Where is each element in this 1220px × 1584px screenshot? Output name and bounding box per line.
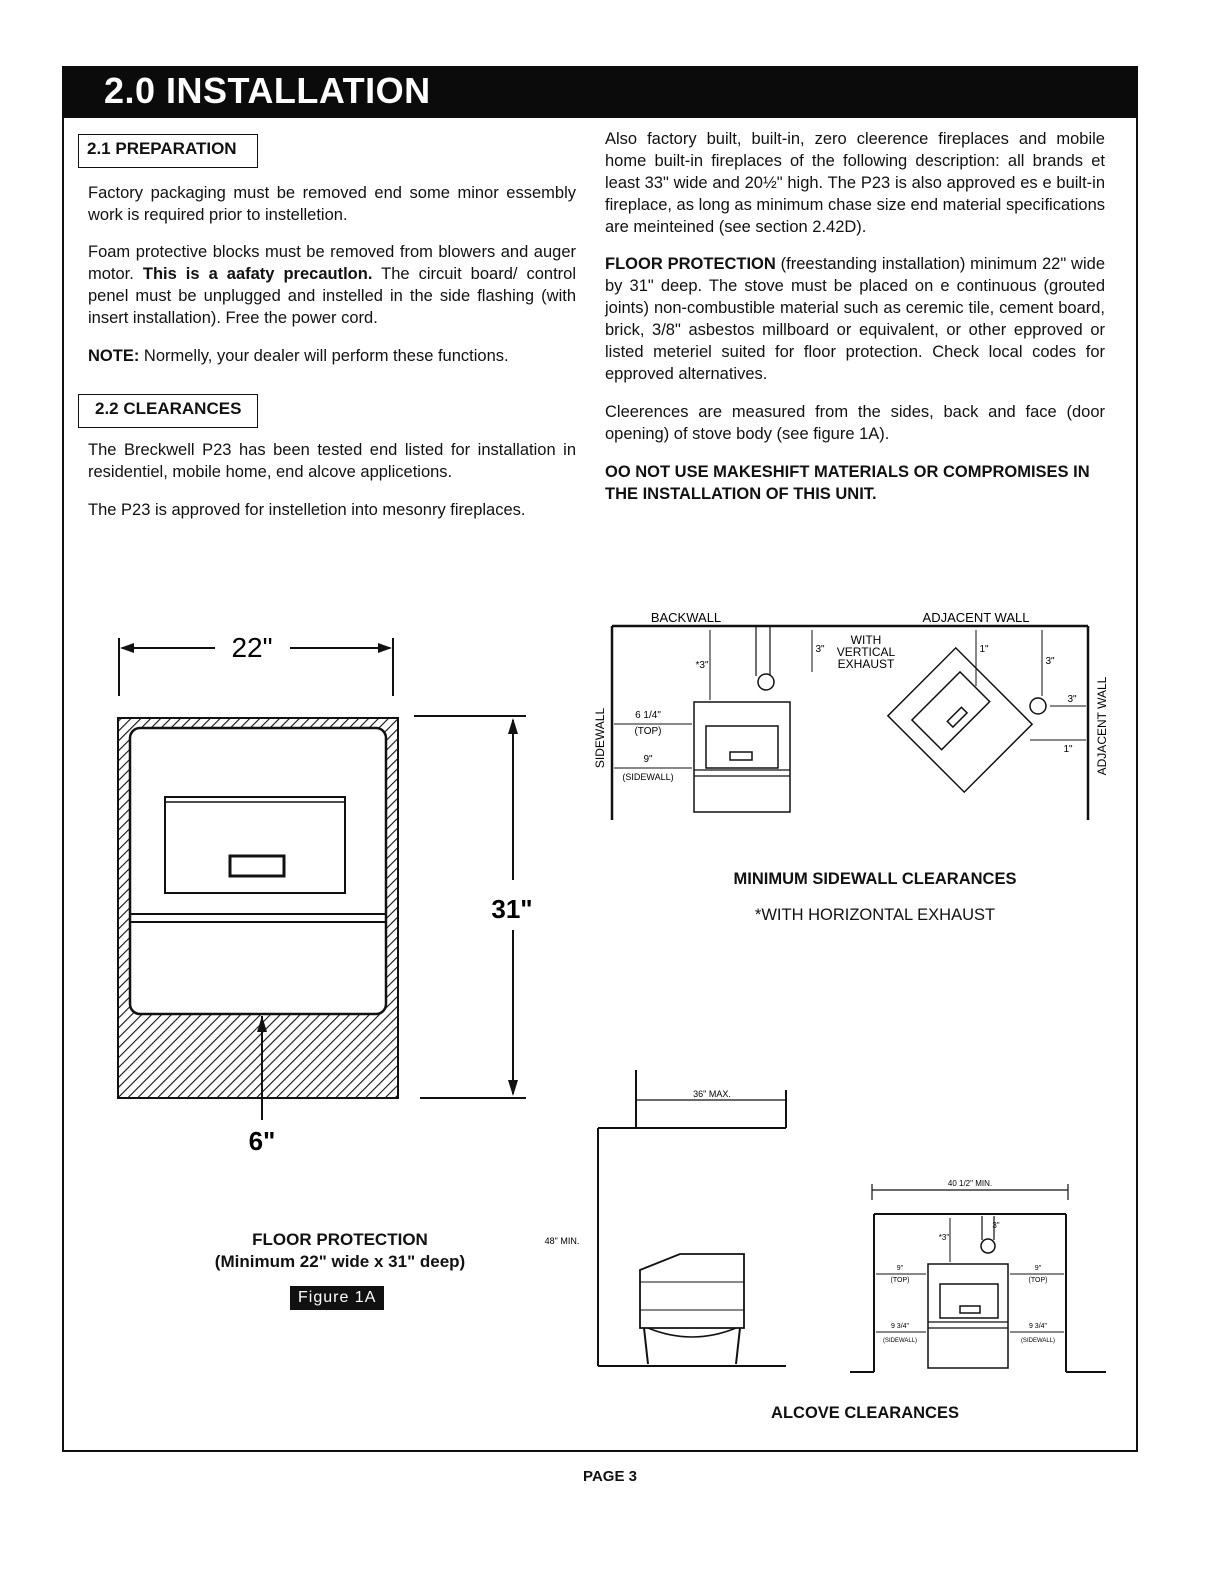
alcove-left-top-tag: (TOP) bbox=[890, 1277, 910, 1284]
note-label: NOTE: bbox=[88, 347, 140, 365]
page-number: PAGE 3 bbox=[583, 1468, 637, 1485]
front-dimension-label: 6" bbox=[248, 1126, 276, 1156]
floor-caption-line-1: FLOOR PROTECTION bbox=[252, 1230, 428, 1249]
floor-protection-caption bbox=[160, 1229, 520, 1273]
clearances-paragraph-1: The Breckwell P23 has been tested end listed for installation in residentiel, mobile home, end alcove applicetions. bbox=[88, 441, 576, 481]
sidewall-clearance-value: 9" bbox=[643, 754, 653, 765]
alcove-side-view-diagram bbox=[540, 1060, 800, 1380]
preparation-paragraph-2 bbox=[88, 241, 576, 329]
floor-protection-label: FLOOR PROTECTION bbox=[605, 255, 776, 273]
top-clearance-value: 6 1/4" bbox=[635, 710, 661, 721]
rear-clearance-label: *3" bbox=[695, 660, 709, 671]
alcove-max-depth-label: 36" MAX. bbox=[693, 1089, 731, 1099]
alcove-min-width-label: 40 1/2" MIN. bbox=[947, 1179, 993, 1188]
adjacent-wall-side-label: ADJACENT WALL bbox=[1095, 676, 1109, 776]
alcove-left-side-tag: (SIDEWALL) bbox=[882, 1338, 918, 1344]
alcove-right-top-tag: (TOP) bbox=[1028, 1277, 1048, 1284]
alcove-left-top-value: 9" bbox=[896, 1265, 904, 1272]
backwall-label: BACKWALL bbox=[650, 610, 722, 625]
stove-side-view bbox=[640, 1254, 744, 1328]
clearances-paragraph-2: The P23 is approved for instelletion into mesonry fireplaces. bbox=[88, 501, 526, 519]
corner-side-clearance-label: 1" bbox=[1063, 744, 1073, 755]
sidewall-clearance-tag: (SIDEWALL) bbox=[622, 772, 674, 782]
figure-1a-tag: Figure 1A bbox=[290, 1286, 384, 1310]
section-header bbox=[62, 66, 1138, 118]
right-paragraph-1: Also factory built, built-in, zero cleerence fireplaces and mobile home built-in fireplaces of the following description: all brands et least 33" wide and 20½" high. The P23 is also approved es e built-in fireplace, as long as minimum chase size end material specifications are meinteined (see section 2.42D). bbox=[605, 130, 1105, 236]
preparation-paragraph-2-text-a: Foam protective blocks must be removed from blowers and auger motor. bbox=[88, 243, 576, 283]
right-paragraph-3: Cleerences are measured from the sides, back and face (door opening) of stove body (see figure 1A). bbox=[605, 403, 1105, 443]
floor-protection-paragraph bbox=[605, 253, 1105, 385]
floor-protection-text: (freestanding installation) minimum 22" wide by 31" deep. The stove must be placed on e continuous (grouted joints) non-combustible material such as ceremic tile, cement board, brick, 3/8" asbestos millboard or equivalent, or other epproved or listed meteriel suited for floor protection. Check local codes for epproved alternatives. bbox=[605, 255, 1105, 383]
with-label: WITH bbox=[850, 633, 882, 647]
alcove-right-side-tag: (SIDEWALL) bbox=[1020, 1338, 1056, 1344]
clearances-heading: 2.2 CLEARANCES bbox=[78, 394, 258, 428]
sidewall-caption: MINIMUM SIDEWALL CLEARANCES bbox=[733, 870, 1017, 888]
alcove-right-top-value: 9" bbox=[1034, 1265, 1042, 1272]
preparation-heading: 2.1 PREPARATION bbox=[78, 134, 258, 168]
adjacent-wall-top-label: ADJACENT WALL bbox=[922, 610, 1030, 625]
stove-door bbox=[165, 797, 345, 893]
stove-handle bbox=[230, 856, 284, 876]
corner-rear-clearance-label: 1" bbox=[979, 644, 989, 655]
sidewall-clearance-diagram bbox=[590, 600, 1130, 830]
safety-precaution-text: This is a aafaty precautlon. bbox=[142, 265, 373, 283]
vertical-exhaust-clearance-label: 3" bbox=[815, 644, 825, 655]
sidewall-subcaption: *WITH HORIZONTAL EXHAUST bbox=[754, 906, 996, 924]
alcove-min-height-label: 48" MIN. bbox=[544, 1236, 580, 1246]
floor-protection-diagram bbox=[100, 620, 540, 1160]
depth-dimension-label: 31" bbox=[491, 894, 533, 924]
alcove-left-side-value: 9 3/4" bbox=[890, 1323, 910, 1330]
vertical-label: VERTICAL bbox=[836, 645, 896, 659]
width-dimension-label: 22" bbox=[231, 632, 273, 663]
section-title: 2.0 INSTALLATION bbox=[104, 70, 431, 111]
alcove-exhaust-clearance-label: 3" bbox=[992, 1221, 1000, 1230]
alcove-caption: ALCOVE CLEARANCES bbox=[771, 1404, 959, 1422]
alcove-rear-clearance-label: *3" bbox=[938, 1233, 950, 1242]
note-text: Normelly, your dealer will perform these functions. bbox=[139, 347, 509, 365]
preparation-paragraph-2-text-b: The circuit board/ control penel must be unplugged and instelled in the side flashing (with insert installation). Free the power cord. bbox=[88, 265, 577, 327]
top-clearance-tag: (TOP) bbox=[634, 726, 662, 737]
warning-text: OO NOT USE MAKESHIFT MATERIALS OR COMPROMISES IN THE INSTALLATION OF THIS UNIT. bbox=[605, 463, 1090, 503]
alcove-right-side-value: 9 3/4" bbox=[1028, 1323, 1048, 1330]
alcove-front-view-diagram bbox=[850, 1170, 1110, 1380]
corner-side-exhaust-label: 3" bbox=[1067, 694, 1077, 705]
floor-caption-line-2: (Minimum 22" wide x 31" deep) bbox=[214, 1252, 466, 1271]
corner-exhaust-clearance-label: 3" bbox=[1045, 656, 1055, 667]
exhaust-label: EXHAUST bbox=[837, 657, 895, 671]
sidewall-label: SIDEWALL bbox=[593, 707, 607, 769]
preparation-paragraph-1: Factory packaging must be removed end some minor essembly work is required prior to instelletion. bbox=[88, 184, 576, 224]
preparation-note bbox=[88, 345, 576, 367]
